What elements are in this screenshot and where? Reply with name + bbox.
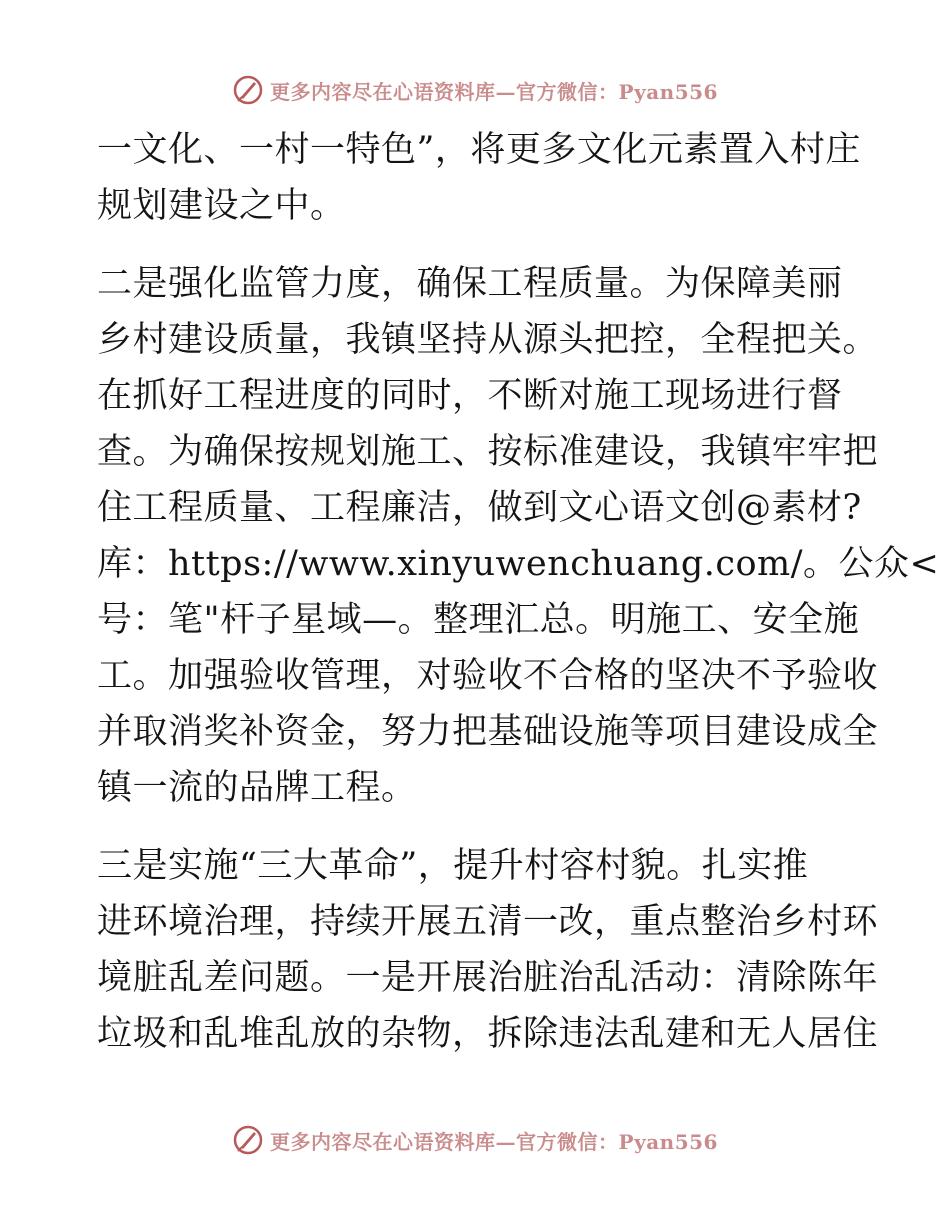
- footer-watermark: [0, 1120, 950, 1160]
- paragraph: [97, 256, 940, 816]
- text-line: 库：https://www.xinyuwenchuang.com/。公众<: [97, 544, 940, 584]
- paragraph: [97, 122, 867, 234]
- text-line: 并取消奖补资金，努力把基础设施等项目建设成全: [97, 712, 879, 752]
- text-line: 进环境治理，持续开展五清一改，重点整治乡村环: [97, 902, 879, 942]
- text-line: 境脏乱差问题。一是开展治脏治乱活动：清除陈年: [97, 958, 879, 998]
- text-line: 查。为确保按规划施工、按标准建设，我镇牢牢把: [97, 432, 879, 472]
- text-line: 三是实施“三大革命”，提升村容村貌。扎实推: [97, 846, 809, 886]
- paragraph: [97, 838, 879, 1062]
- text-line: 一文化、一村一特色”，将更多文化元素置入村庄: [97, 130, 861, 170]
- watermark-text: 更多内容尽在心语资料库—官方微信：Pyan556: [270, 1129, 718, 1154]
- watermark-text: 更多内容尽在心语资料库—官方微信：Pyan556: [270, 79, 718, 104]
- document-body: [97, 122, 940, 1062]
- text-line: 住工程质量、工程廉洁，做到文心语文创@素材?: [97, 488, 862, 528]
- quill-logo-icon: [232, 74, 264, 106]
- text-line: 镇一流的品牌工程。: [97, 768, 417, 808]
- text-line: 乡村建设质量，我镇坚持从源头把控，全程把关。: [97, 320, 879, 360]
- text-line: 规划建设之中。: [97, 186, 346, 226]
- text-line: 在抓好工程进度的同时，不断对施工现场进行督: [97, 376, 843, 416]
- text-line: 二是强化监管力度，确保工程质量。为保障美丽: [97, 264, 843, 304]
- text-line: 工。加强验收管理，对验收不合格的坚决不予验收: [97, 656, 879, 696]
- quill-logo-icon: [232, 1124, 264, 1156]
- text-line: 号：笔"杆子星域—。整理汇总。明施工、安全施: [97, 600, 860, 640]
- header-watermark: [0, 70, 950, 110]
- text-line: 垃圾和乱堆乱放的杂物，拆除违法乱建和无人居住: [97, 1014, 879, 1054]
